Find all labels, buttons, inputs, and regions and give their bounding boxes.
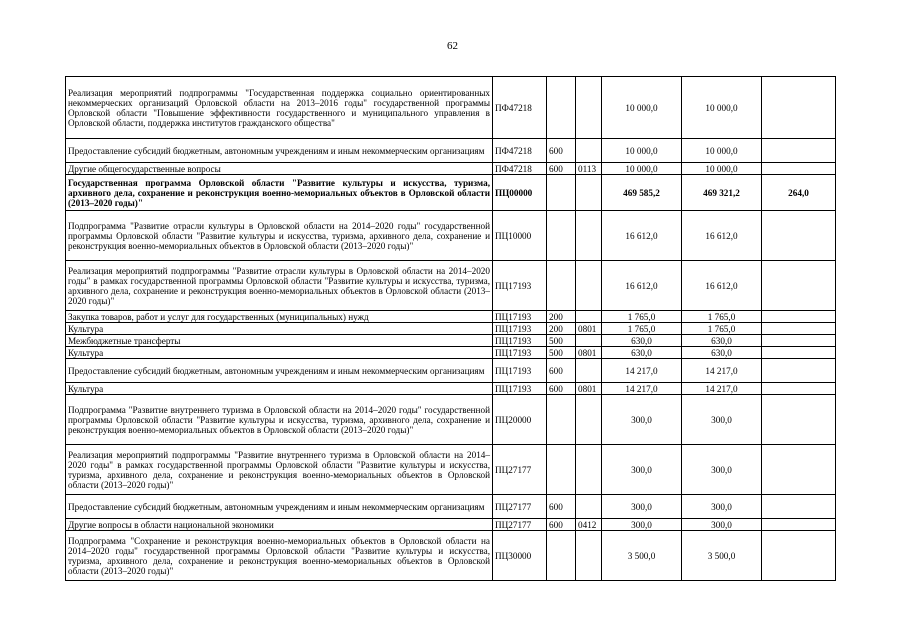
row-code-cell: ПЦ10000 <box>493 211 547 261</box>
row-code-cell: ПФ47218 <box>493 163 547 175</box>
row-expense-type-cell: 600 <box>547 139 576 163</box>
row-name-cell: Межбюджетные трансферты <box>66 335 493 347</box>
row-sum-federal-cell <box>762 495 836 519</box>
row-sum-federal-cell <box>762 139 836 163</box>
page-number: 62 <box>447 40 458 52</box>
row-name-cell: Реализация мероприятий подпрограммы "Развитие отрасли культуры в Орловской области на 2014–2020 годы" в рамках государственной программы Орловской области "Развитие культуры и искусства, туризма, архивного дела, сохранение и реконструкция военно-мемориальных объектов в Орловской области (2013–2020 годы)" <box>66 261 493 311</box>
row-sum-federal-cell <box>762 359 836 383</box>
row-sum-federal-cell <box>762 163 836 175</box>
row-code-cell: ПЦ27177 <box>493 495 547 519</box>
row-sum-total-cell: 14 217,0 <box>602 383 682 395</box>
row-name-cell: Государственная программа Орловской области "Развитие культуры и искусства, туризма, архивного дела, сохранение и реконструкция военно-мемориальных объектов в Орловской области (2013–2020 годы)" <box>66 175 493 211</box>
table-row <box>66 261 836 311</box>
row-name-cell: Подпрограмма "Сохранение и реконструкция военно-мемориальных объектов в Орловской области на 2014–2020 годы" государственной программы Орловской области "Развитие культуры и искусства, туризма, архивного дела, сохранение и реконструкция военно-мемориальных объектов в Орловской области (2013–2020 годы)" <box>66 531 493 581</box>
row-section-cell: 0113 <box>576 163 602 175</box>
row-name-cell: Предоставление субсидий бюджетным, автономным учреждениям и иным некоммерческим организациям <box>66 495 493 519</box>
row-section-cell <box>576 211 602 261</box>
row-name-cell: Предоставление субсидий бюджетным, автономным учреждениям и иным некоммерческим организациям <box>66 359 493 383</box>
row-expense-type-cell <box>547 175 576 211</box>
row-sum-own-cell: 630,0 <box>682 335 762 347</box>
row-code-cell: ПЦ17193 <box>493 311 547 323</box>
row-section-cell <box>576 77 602 139</box>
row-sum-federal-cell: 264,0 <box>762 175 836 211</box>
table-row <box>66 383 836 395</box>
table-row <box>66 175 836 211</box>
row-sum-federal-cell <box>762 519 836 531</box>
row-sum-total-cell: 16 612,0 <box>602 211 682 261</box>
row-sum-own-cell: 300,0 <box>682 445 762 495</box>
row-name-cell: Реализация мероприятий подпрограммы "Развитие внутреннего туризма в Орловской области на 2014–2020 годы" в рамках государственной программы Орловской области "Развитие культуры и искусства, туризма, архивного дела, сохранение и реконструкция военно-мемориальных объектов в Орловской области (2013–2020 годы)" <box>66 445 493 495</box>
row-sum-federal-cell <box>762 383 836 395</box>
row-name-cell: Другие вопросы в области национальной экономики <box>66 519 493 531</box>
table-row <box>66 531 836 581</box>
row-name-cell: Культура <box>66 323 493 335</box>
row-expense-type-cell: 600 <box>547 519 576 531</box>
row-sum-federal-cell <box>762 335 836 347</box>
row-sum-own-cell: 10 000,0 <box>682 77 762 139</box>
row-name-cell: Культура <box>66 347 493 359</box>
table-row <box>66 519 836 531</box>
table-row <box>66 77 836 139</box>
row-expense-type-cell <box>547 395 576 445</box>
row-sum-total-cell: 1 765,0 <box>602 323 682 335</box>
row-expense-type-cell <box>547 211 576 261</box>
row-code-cell: ПФ47218 <box>493 77 547 139</box>
row-sum-total-cell: 469 585,2 <box>602 175 682 211</box>
row-sum-own-cell: 1 765,0 <box>682 311 762 323</box>
row-sum-own-cell: 469 321,2 <box>682 175 762 211</box>
row-sum-total-cell: 300,0 <box>602 519 682 531</box>
row-sum-own-cell: 16 612,0 <box>682 261 762 311</box>
row-sum-federal-cell <box>762 311 836 323</box>
row-expense-type-cell: 200 <box>547 311 576 323</box>
row-section-cell: 0801 <box>576 323 602 335</box>
budget-table <box>65 76 836 581</box>
row-sum-own-cell: 10 000,0 <box>682 139 762 163</box>
row-sum-own-cell: 300,0 <box>682 495 762 519</box>
row-expense-type-cell: 600 <box>547 163 576 175</box>
row-name-cell: Подпрограмма "Развитие внутреннего туризма в Орловской области на 2014–2020 годы" государственной программы Орловской области "Развитие культуры и искусства, туризма, архивного дела, сохранение и реконструкция военно-мемориальных объектов в Орловской области (2013–2020 годы)" <box>66 395 493 445</box>
row-sum-federal-cell <box>762 531 836 581</box>
table-row <box>66 139 836 163</box>
row-sum-total-cell: 10 000,0 <box>602 163 682 175</box>
row-sum-own-cell: 14 217,0 <box>682 359 762 383</box>
row-section-cell <box>576 495 602 519</box>
row-sum-own-cell: 3 500,0 <box>682 531 762 581</box>
row-sum-federal-cell <box>762 323 836 335</box>
row-sum-total-cell: 10 000,0 <box>602 77 682 139</box>
row-sum-total-cell: 630,0 <box>602 347 682 359</box>
row-sum-federal-cell <box>762 445 836 495</box>
row-sum-federal-cell <box>762 261 836 311</box>
budget-table-body <box>66 77 836 581</box>
row-name-cell: Культура <box>66 383 493 395</box>
row-section-cell <box>576 311 602 323</box>
row-section-cell <box>576 445 602 495</box>
row-name-cell: Предоставление субсидий бюджетным, автономным учреждениям и иным некоммерческим организациям <box>66 139 493 163</box>
row-sum-federal-cell <box>762 77 836 139</box>
row-expense-type-cell: 500 <box>547 347 576 359</box>
table-row <box>66 163 836 175</box>
row-code-cell: ПЦ27177 <box>493 445 547 495</box>
table-row <box>66 495 836 519</box>
row-expense-type-cell <box>547 445 576 495</box>
row-code-cell: ПЦ17193 <box>493 335 547 347</box>
row-sum-total-cell: 10 000,0 <box>602 139 682 163</box>
row-sum-total-cell: 16 612,0 <box>602 261 682 311</box>
row-expense-type-cell: 200 <box>547 323 576 335</box>
row-section-cell: 0801 <box>576 383 602 395</box>
row-expense-type-cell: 500 <box>547 335 576 347</box>
row-expense-type-cell <box>547 261 576 311</box>
row-section-cell <box>576 139 602 163</box>
table-row <box>66 211 836 261</box>
table-row <box>66 359 836 383</box>
table-row <box>66 347 836 359</box>
row-section-cell <box>576 261 602 311</box>
table-row <box>66 323 836 335</box>
row-code-cell: ПЦ00000 <box>493 175 547 211</box>
row-sum-federal-cell <box>762 347 836 359</box>
row-name-cell: Закупка товаров, работ и услуг для государственных (муниципальных) нужд <box>66 311 493 323</box>
row-code-cell: ПЦ17193 <box>493 323 547 335</box>
row-sum-federal-cell <box>762 211 836 261</box>
table-row <box>66 395 836 445</box>
row-sum-total-cell: 300,0 <box>602 495 682 519</box>
row-code-cell: ПЦ20000 <box>493 395 547 445</box>
row-sum-own-cell: 300,0 <box>682 519 762 531</box>
row-expense-type-cell <box>547 531 576 581</box>
row-expense-type-cell <box>547 77 576 139</box>
table-row <box>66 311 836 323</box>
row-sum-total-cell: 14 217,0 <box>602 359 682 383</box>
row-code-cell: ПЦ17193 <box>493 359 547 383</box>
row-section-cell <box>576 335 602 347</box>
row-code-cell: ПЦ17193 <box>493 347 547 359</box>
row-sum-own-cell: 630,0 <box>682 347 762 359</box>
row-sum-total-cell: 300,0 <box>602 395 682 445</box>
row-expense-type-cell: 600 <box>547 359 576 383</box>
row-code-cell: ПЦ30000 <box>493 531 547 581</box>
row-section-cell: 0412 <box>576 519 602 531</box>
row-section-cell <box>576 359 602 383</box>
row-sum-total-cell: 300,0 <box>602 445 682 495</box>
row-code-cell: ПФ47218 <box>493 139 547 163</box>
row-sum-own-cell: 10 000,0 <box>682 163 762 175</box>
row-code-cell: ПЦ17193 <box>493 261 547 311</box>
row-sum-own-cell: 14 217,0 <box>682 383 762 395</box>
row-expense-type-cell: 600 <box>547 383 576 395</box>
row-code-cell: ПЦ17193 <box>493 383 547 395</box>
row-section-cell <box>576 175 602 211</box>
row-section-cell: 0801 <box>576 347 602 359</box>
row-sum-own-cell: 300,0 <box>682 395 762 445</box>
row-sum-total-cell: 1 765,0 <box>602 311 682 323</box>
row-sum-own-cell: 1 765,0 <box>682 323 762 335</box>
row-sum-federal-cell <box>762 395 836 445</box>
row-name-cell: Другие общегосударственные вопросы <box>66 163 493 175</box>
row-expense-type-cell: 600 <box>547 495 576 519</box>
row-sum-own-cell: 16 612,0 <box>682 211 762 261</box>
row-section-cell <box>576 531 602 581</box>
row-sum-total-cell: 630,0 <box>602 335 682 347</box>
table-row <box>66 335 836 347</box>
table-row <box>66 445 836 495</box>
row-sum-total-cell: 3 500,0 <box>602 531 682 581</box>
row-name-cell: Реализация мероприятий подпрограммы "Государственная поддержка социально ориентированных некоммерческих организаций Орловской области на 2013–2016 годы" государственной программы Орловской области "Повышение эффективности государственного и муниципального управления в Орловской области, поддержка институтов гражданского общества" <box>66 77 493 139</box>
row-name-cell: Подпрограмма "Развитие отрасли культуры в Орловской области на 2014–2020 годы" государственной программы Орловской области "Развитие культуры и искусства, туризма, архивного дела, сохранение и реконструкция военно-мемориальных объектов в Орловской области (2013–2020 годы)" <box>66 211 493 261</box>
row-section-cell <box>576 395 602 445</box>
row-code-cell: ПЦ27177 <box>493 519 547 531</box>
